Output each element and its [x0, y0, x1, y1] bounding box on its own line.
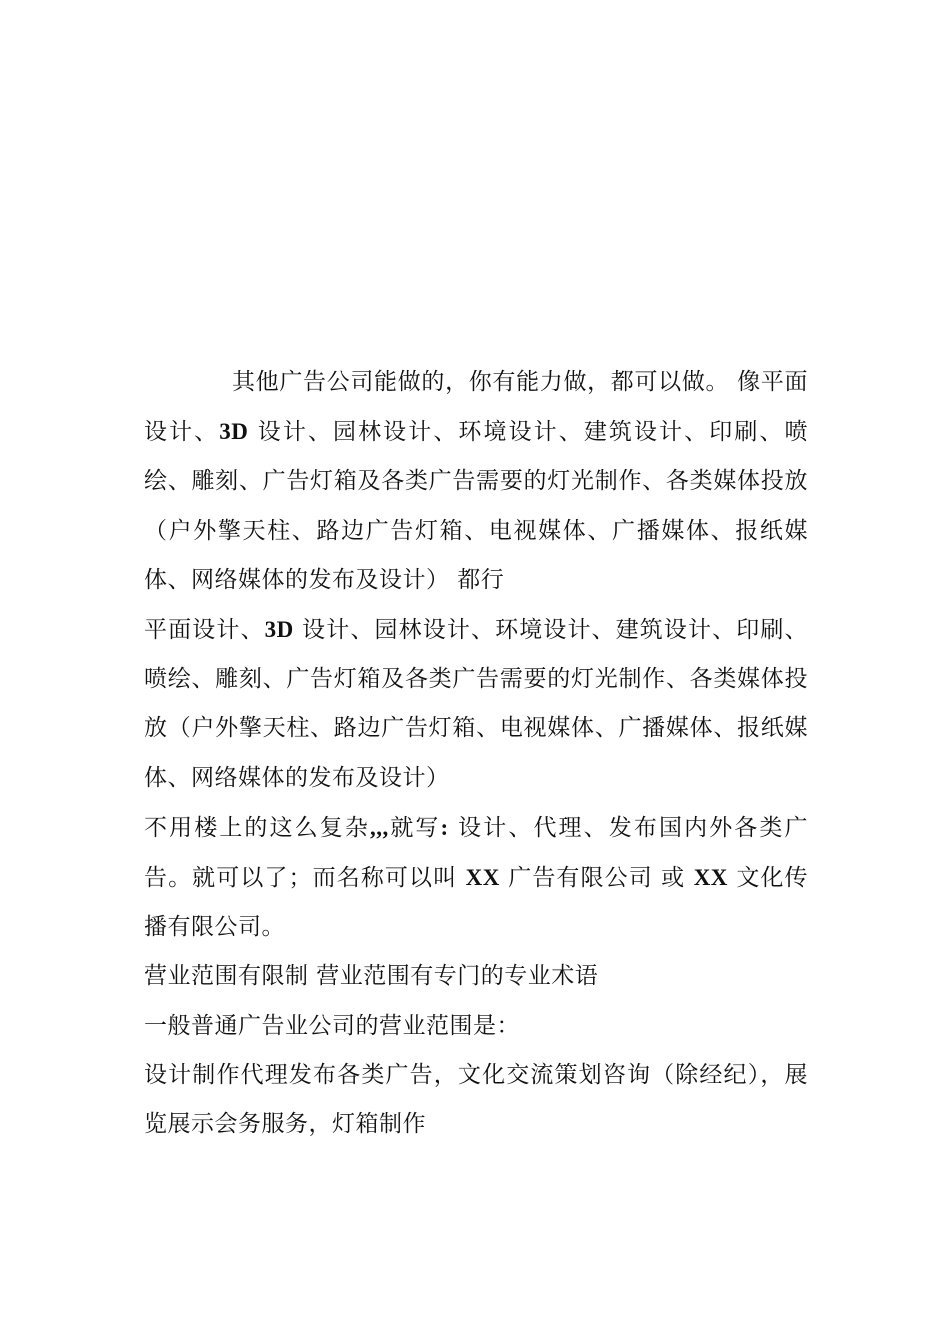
document-body — [144, 358, 808, 1149]
text-segment: 就写 — [388, 814, 441, 841]
text-segment: 其他广告公司能做的，你有能力做，都可以做。 像平面设计、 — [144, 369, 808, 446]
paragraph-2 — [144, 605, 808, 803]
text-segment: 不用楼上的这么复杂 — [144, 814, 370, 841]
paragraph-5 — [144, 1002, 808, 1051]
text-segment: 一般普通广告业公司的营业范围是： — [144, 1012, 520, 1039]
text-segment: 文化传播有限公司。 — [144, 865, 809, 941]
bold-text-segment: XX — [465, 865, 500, 891]
text-segment: 平面设计、 — [144, 617, 265, 644]
bold-text-segment: XX — [693, 865, 728, 891]
text-segment: 设计、园林设计、环境设计、建筑设计、印刷、喷绘、雕刻、广告灯箱及各类广告需要的灯光制作、各类媒体投放（户外擎天柱、路边广告灯箱、电视媒体、广播媒体、报纸媒体、网络媒体的发布及设计） 都行 — [144, 419, 809, 593]
bold-text-segment: 3D — [219, 419, 249, 445]
text-segment: 广告有限公司 或 — [499, 865, 694, 892]
bold-text-segment: 3D — [264, 617, 294, 643]
bold-text-segment: ,,, — [369, 814, 389, 840]
paragraph-6 — [144, 1051, 808, 1149]
text-segment: 设计、代理、发布国内外各类广告。就可以了；而名称可以叫 — [144, 814, 809, 892]
paragraph-4 — [144, 952, 808, 1001]
paragraph-3 — [144, 803, 808, 953]
text-segment: 设计、园林设计、环境设计、建筑设计、印刷、喷绘、雕刻、广告灯箱及各类广告需要的灯光制作、各类媒体投放（户外擎天柱、路边广告灯箱、电视媒体、广播媒体、报纸媒体、网络媒体的发布及设计） — [144, 617, 809, 791]
paragraph-1 — [144, 358, 808, 605]
bold-text-segment: : — [440, 814, 449, 840]
text-segment: 营业范围有限制 营业范围有专门的专业术语 — [144, 963, 599, 990]
text-segment: 设计制作代理发布各类广告，文化交流策划咨询（除经纪），展览展示会务服务，灯箱制作 — [144, 1061, 808, 1138]
